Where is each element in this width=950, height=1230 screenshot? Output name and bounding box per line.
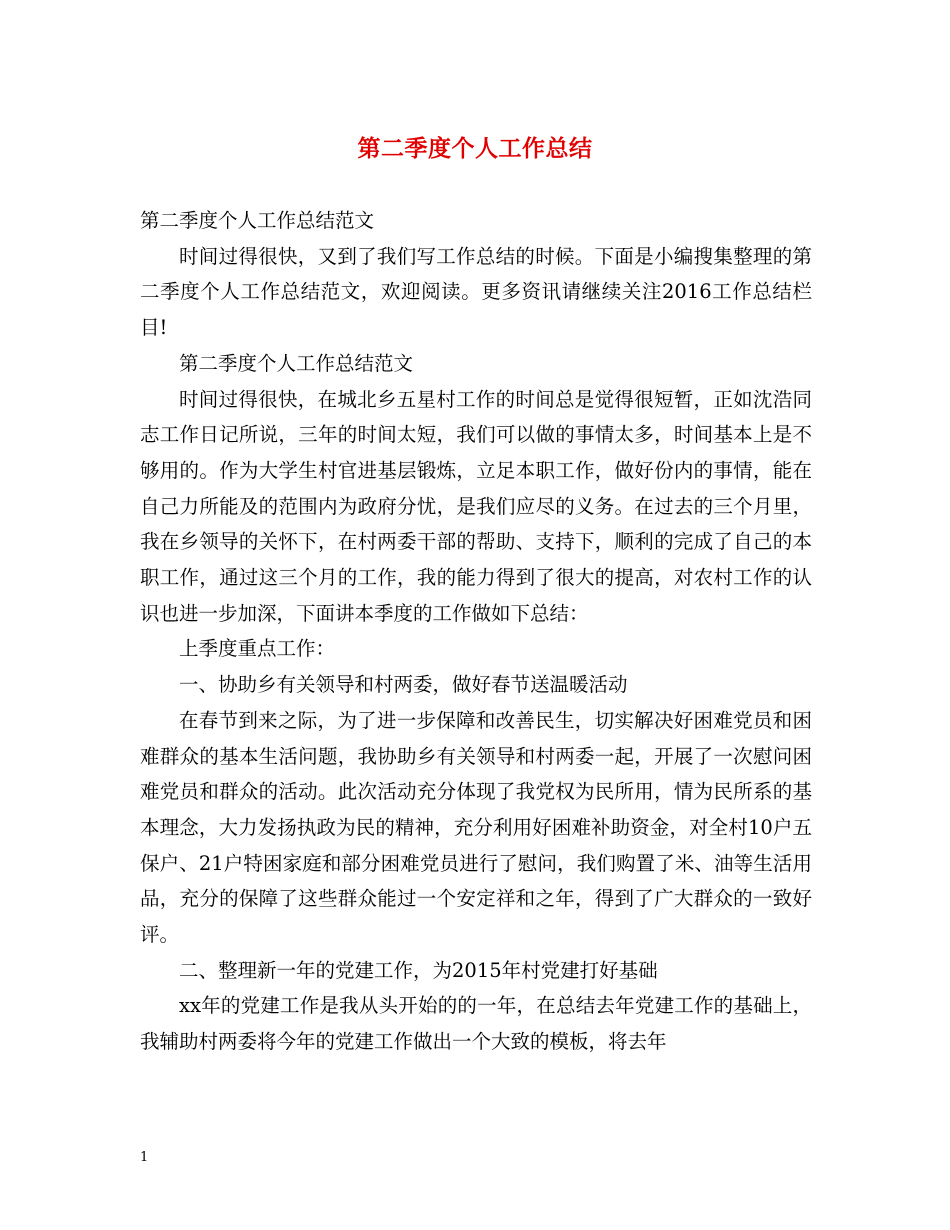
paragraph-intro: 时间过得很快，又到了我们写工作总结的时候。下面是小编搜集整理的第二季度个人工作总结范文，欢迎阅读。更多资讯请继续关注2016工作总结栏目! bbox=[140, 244, 812, 340]
paragraph-section-label: 上季度重点工作： bbox=[179, 637, 336, 661]
paragraph-section-one-heading: 一、协助乡有关领导和村两委，做好春节送温暖活动 bbox=[179, 673, 628, 697]
page-number: 1 bbox=[140, 1150, 149, 1165]
paragraph-section-two-heading: 二、整理新一年的党建工作，为2015年村党建打好基础 bbox=[179, 958, 658, 982]
document-body bbox=[140, 203, 812, 1060]
paragraph-main: 时间过得很快，在城北乡五星村工作的时间总是觉得很短暂，正如沈浩同志工作日记所说，三年的时间太短，我们可以做的事情太多，时间基本上是不够用的。作为大学生村官进基层锻炼，立足本职工作，做好份内的事情，能在自己力所能及的范围内为政府分忧，是我们应尽的义务。在过去的三个月里，我在乡领导的关怀下，在村两委干部的帮助、支持下，顺利的完成了自己的本职工作，通过这三个月的工作，我的能力得到了很大的提高，对农村工作的认识也进一步加深，下面讲本季度的工作做如下总结： bbox=[140, 387, 812, 625]
paragraph-section-two-body: xx年的党建工作是我从头开始的的一年，在总结去年党建工作的基础上，我辅助村两委将今年的党建工作做出一个大致的模板，将去年 bbox=[140, 994, 812, 1054]
paragraph-section-one-body: 在春节到来之际，为了进一步保障和改善民生，切实解决好困难党员和困难群众的基本生活问题，我协助乡有关领导和村两委一起，开展了一次慰问困难党员和群众的活动。此次活动充分体现了我党权为民所用，情为民所系的基本理念，大力发扬执政为民的精神，充分利用好困难补助资金，对全村10户五保户、21户特困家庭和部分困难党员进行了慰问，我们购置了米、油等生活用品，充分的保障了这些群众能过一个安定祥和之年，得到了广大群众的一致好评。 bbox=[140, 708, 812, 947]
paragraph-heading: 第二季度个人工作总结范文 bbox=[179, 351, 414, 375]
document-title: 第二季度个人工作总结 bbox=[357, 136, 593, 162]
paragraph-subtitle: 第二季度个人工作总结范文 bbox=[140, 209, 375, 232]
